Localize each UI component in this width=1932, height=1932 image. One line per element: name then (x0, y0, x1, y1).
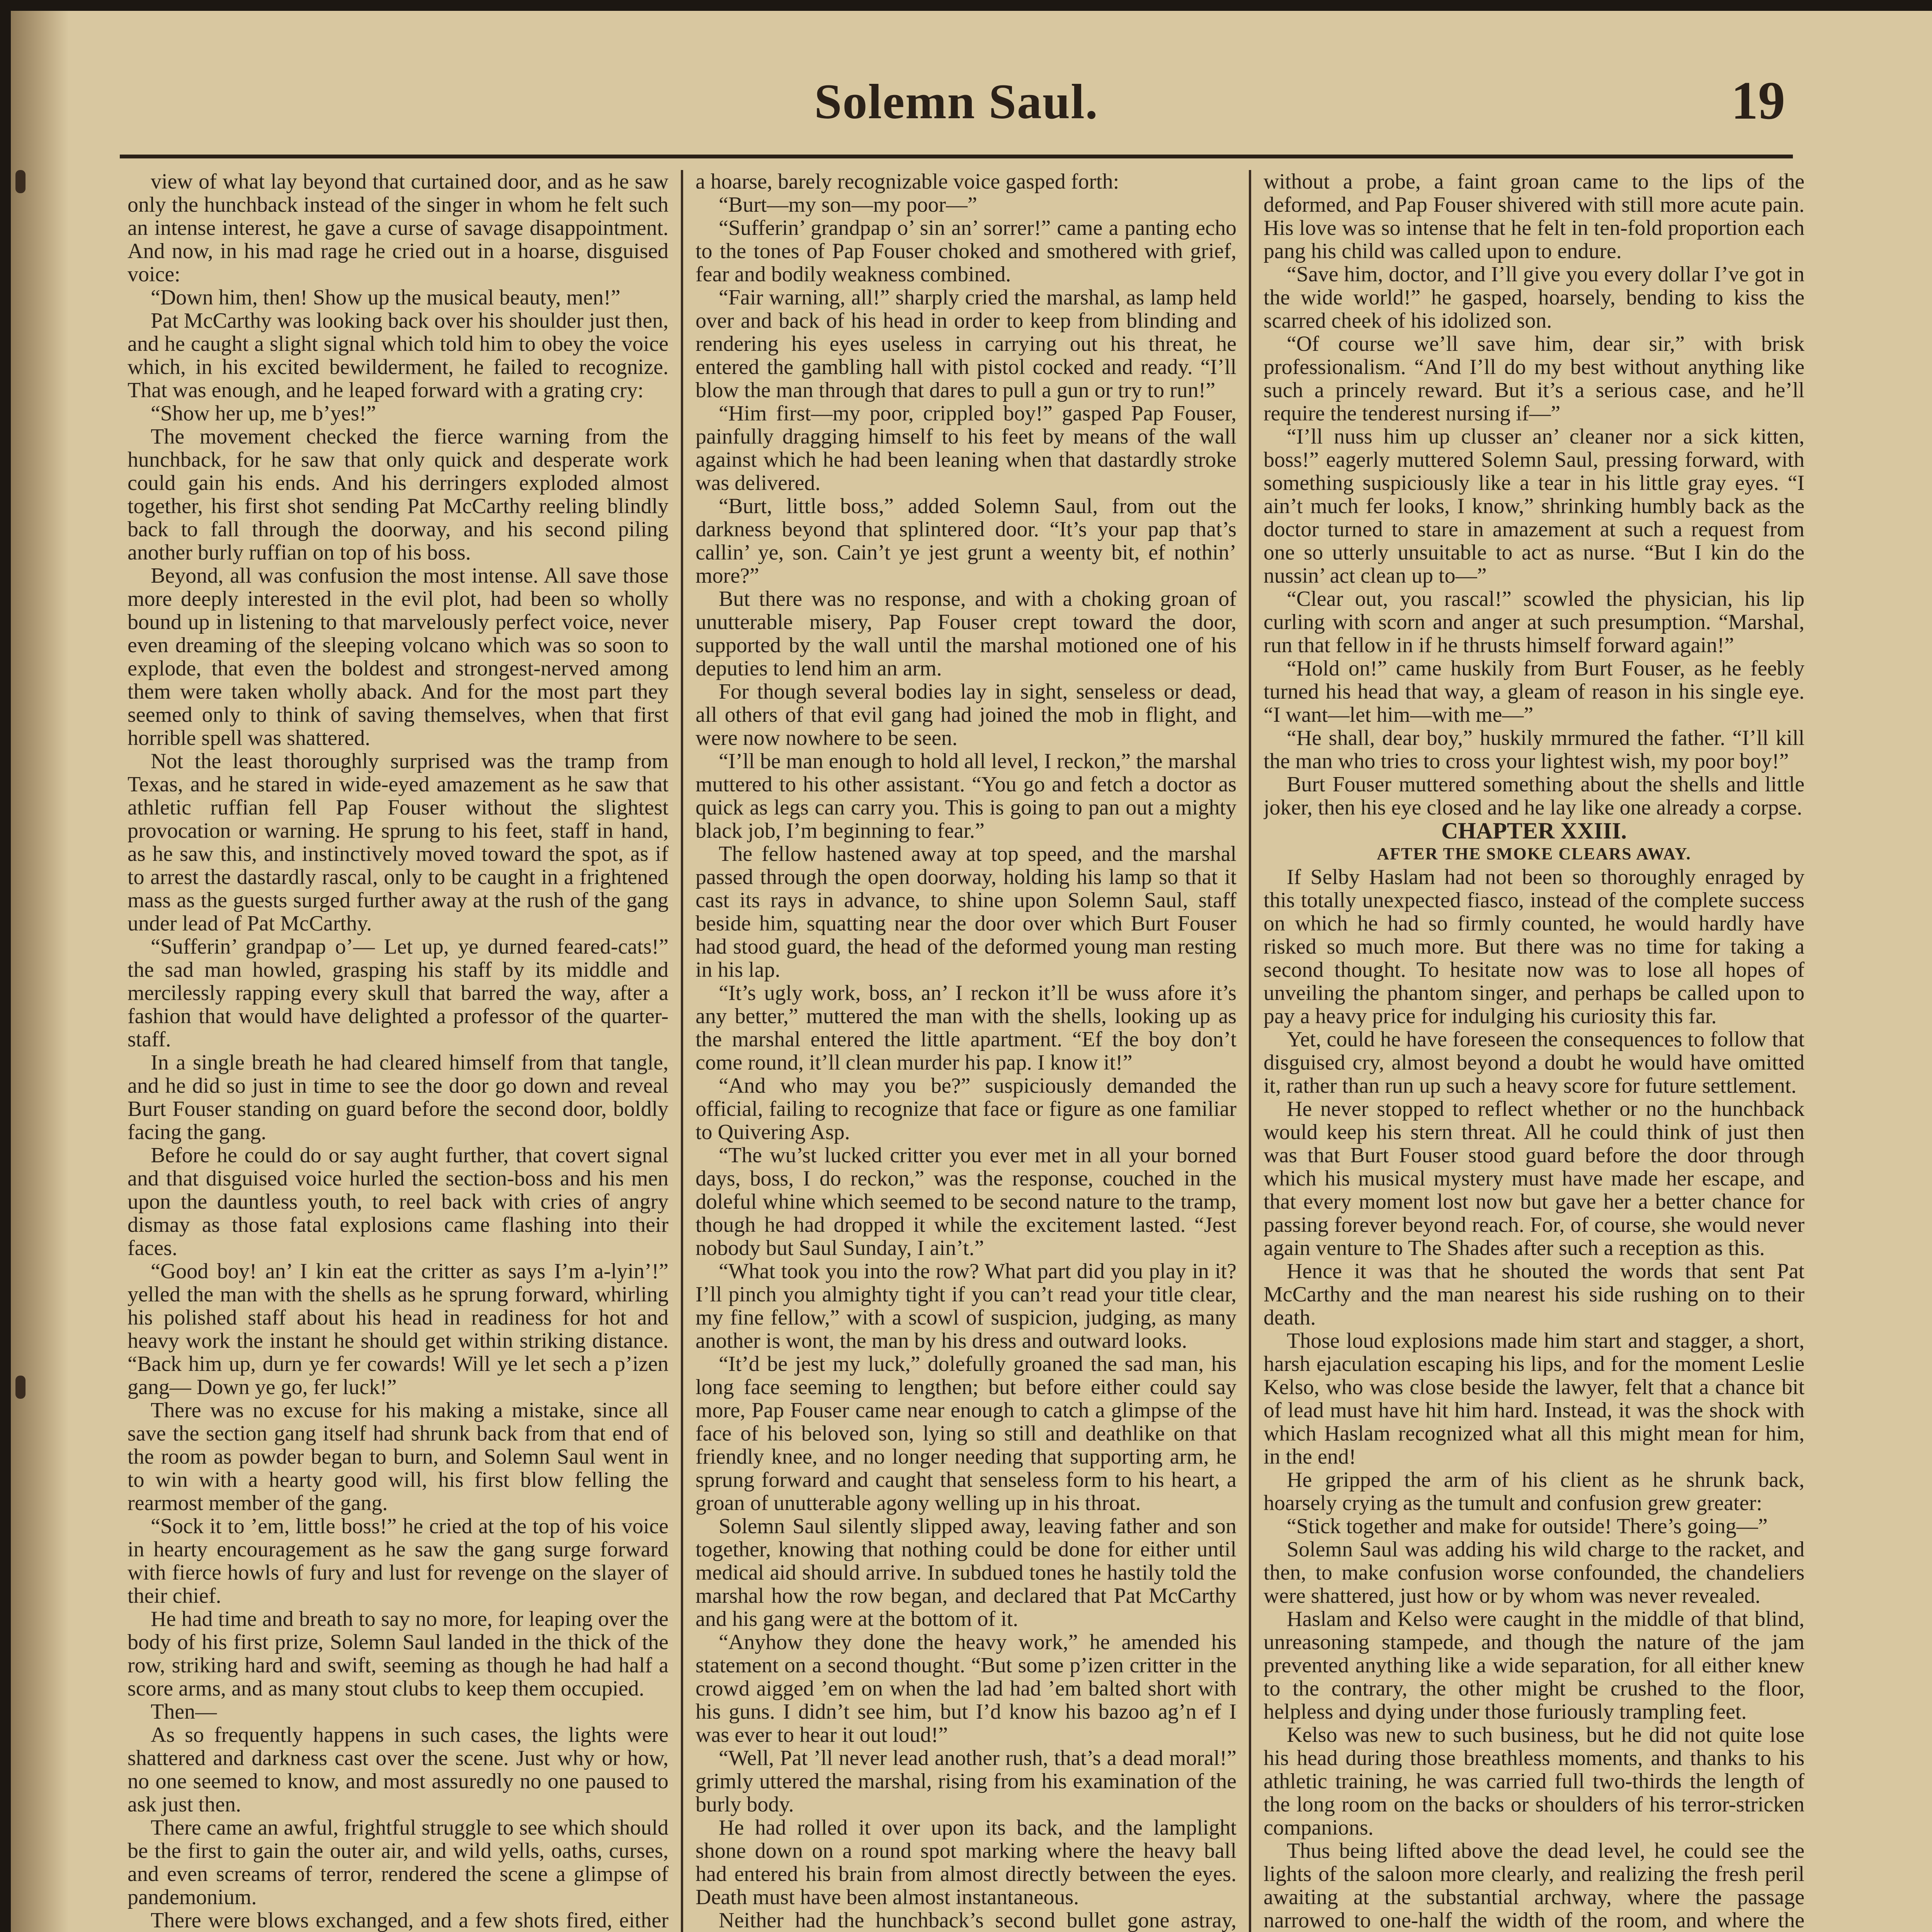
chapter-heading: CHAPTER XXIII. (1441, 818, 1627, 844)
paragraph: He had time and breath to say no more, for leaping over the body of his first prize, Solemn Saul landed in the thick of the row, striking hard and swift, seeming as though he had half a score arms, and as many stout clubs to keep them occupied. (128, 1607, 668, 1701)
header-rule (120, 155, 1793, 158)
page-header (135, 58, 1785, 147)
text-column-1 (128, 170, 668, 1932)
paragraph: “What took you into the row? What part did you play in it? I’ll pinch you almighty tight if you can’t read your title clear, my fine fellow,” with a scowl of suspicion, judging, as many another is wont, the man by his dress and outward looks. (696, 1259, 1236, 1353)
paragraph: “Sufferin’ grandpap o’ sin an’ sorrer!” came a panting echo to the tones of Pap Fouser choked and smothered with grief, fear and bodily weakness combined. (696, 216, 1236, 286)
paragraph: Neither had the hunchback’s second bullet gone astray, (719, 1908, 1236, 1932)
binding-hole (15, 170, 26, 193)
column-rule (681, 170, 683, 1932)
paragraph: “Burt—my son—my poor—” (719, 193, 977, 217)
column-rule (1249, 170, 1251, 1932)
paragraph: “Hold on!” came huskily from Burt Fouser, as he feebly turned his head that way, a gleam of reason in his single eye. “I want—let him—with me—” (1264, 656, 1804, 727)
paragraph: Haslam and Kelso were caught in the middle of that blind, unreasoning stampede, and though the nature of the jam prevented anything like a wide separation, for all either knew to the contrary, the other might be crushed to the floor, helpless and dying under those furiously trampling feet. (1264, 1607, 1804, 1724)
paragraph: “Fair warning, all!” sharply cried the marshal, as lamp held over and back of his head in order to keep from blinding and rendering his eyes useless in carrying out his threat, he entered the gambling hall with pistol cocked and ready. “I’ll blow the man through that dares to pull a gun or try to run!” (696, 286, 1236, 402)
paragraph: “I’ll be man enough to hold all level, I reckon,” the marshal muttered to his other assistant. “You go and fetch a doctor as quick as legs can carry you. This is going to pan out a mighty black job, I’m beginning to fear.” (696, 749, 1236, 843)
paragraph: “The wu’st lucked critter you ever met in all your borned days, boss, I do reckon,” was the response, couched in the doleful whine which seemed to be second nature to the tramp, though he had dropped it while the excitement lasted. “Jest nobody but Saul Sunday, I ain’t.” (696, 1143, 1236, 1260)
paragraph: Yet, could he have foreseen the consequences to follow that disguised cry, almost beyond a doubt he would have omitted it, rather than run up such a heavy score for future settlement. (1264, 1027, 1804, 1098)
paragraph: “It’d be jest my luck,” dolefully groaned the sad man, his long face seeming to lengthen; but before either could say more, Pap Fouser came near enough to catch a glimpse of the face of his beloved son, lying so still and deathlike on that friendly knee, and no longer needing that supporting arm, he sprung forward and caught that senseless form to his heart, a groan of unutterable agony welling up in his throat. (696, 1352, 1236, 1515)
running-title: Solemn Saul. (814, 74, 1099, 129)
paragraph: He never stopped to reflect whether or no the hunchback would keep his stern threat. All he could think of just then was that Burt Fouser stood guard before the door through which his musical mystery must have made her escape, and that every moment lost now but gave her a better chance for passing forever beyond reach. For, of course, she would never again venture to The Shades after such a reception as this. (1264, 1097, 1804, 1260)
paragraph: Before he could do or say aught further, that covert signal and that disguised voice hurled the section-boss and his men upon the dauntless youth, to reel back with cries of angry dismay as those fatal explosions came flashing into their faces. (128, 1143, 668, 1260)
paragraph: Beyond, all was confusion the most intense. All save those more deeply interested in the evil plot, had been so wholly bound up in listening to that marvelously perfect voice, never even dreaming of the sleeping volcano which was so soon to explode, that even the boldest and strongest-nerved among them were taken wholly aback. And for the most part they seemed only to think of saving themselves, when that first horrible spell was shattered. (128, 564, 668, 750)
paragraph: There was no excuse for his making a mistake, since all save the section gang itself had shrunk back from that end of the room as powder began to burn, and Solemn Saul went in to win with a hearty good will, his first blow felling the rearmost member of the gang. (128, 1398, 668, 1515)
paragraph: “He shall, dear boy,” huskily mrmured the father. “I’ll kill the man who tries to cross your lightest wish, my poor boy!” (1264, 726, 1804, 773)
paragraph: “Him first—my poor, crippled boy!” gasped Pap Fouser, painfully dragging himself to his feet by means of the wall against which he had been leaning when that dastardly stroke was delivered. (696, 401, 1236, 495)
paragraph: Those loud explosions made him start and stagger, a short, harsh ejaculation escaping his lips, and for the moment Leslie Kelso, who was close beside the lawyer, felt that a chance bit of lead must have hit him hard. Instead, it was the shock with which Haslam recognized what all this might mean for him, in the end! (1264, 1329, 1804, 1469)
binding-hole (15, 1376, 26, 1399)
paragraph: In a single breath he had cleared himself from that tangle, and he did so just in time to see the door go down and reveal Burt Fouser standing on guard before the second door, boldly facing the gang. (128, 1051, 668, 1144)
paragraph: If Selby Haslam had not been so thoroughly enraged by this totally unexpected fiasco, instead of the complete success on which he had so firmly counted, he would hardly have risked so much more. But there was no time for taking a second thought. To hesitate now was to lose all hopes of unveiling the phantom singer, and perhaps be called upon to pay a heavy price for indulging his curiosity this far. (1264, 865, 1804, 1028)
paragraph: The fellow hastened away at top speed, and the marshal passed through the open doorway, holding his lamp so that it cast its rays in advance, to shine upon Solemn Saul, staff beside him, squatting near the door over which Burt Fouser had stood guard, the head of the deformed young man resting in his lap. (696, 842, 1236, 982)
page-number: 19 (1731, 71, 1785, 131)
paragraph: “Anyhow they done the heavy work,” he amended his statement on a second thought. “But some p’izen critter in the crowd aigged ’em on when the lad had ’em balted short with his guns. I didn’t see him, but I’d know his bazoo ag’n ef I was ever to hear it out loud!” (696, 1630, 1236, 1747)
text-column-2 (696, 170, 1236, 1932)
paragraph: He had rolled it over upon its back, and the lamplight shone down on a round spot marking where the heavy ball had entered his brain from almost directly between the eyes. Death must have been almost instantaneous. (696, 1816, 1236, 1909)
paragraph: As so frequently happens in such cases, the lights were shattered and darkness cast over the scene. Just why or how, no one seemed to know, and most assuredly no one paused to ask just then. (128, 1723, 668, 1816)
paragraph: “Sufferin’ grandpap o’— Let up, ye durned feared-cats!” the sad man howled, grasping his staff by its middle and mercilessly rapping every skull that barred the way, after a fashion that would have delighted a professor of the quarter-staff. (128, 935, 668, 1051)
paragraph: Burt Fouser muttered something about the shells and little joker, then his eye closed and he lay like one already a corpse. (1264, 772, 1804, 820)
paragraph: “Sock it to ’em, little boss!” he cried at the top of his voice in hearty encouragement as he saw the gang surge forward with fierce howls of fury and lust for revenge on the slayer of their chief. (128, 1514, 668, 1608)
paragraph: But there was no response, and with a choking groan of unutterable misery, Pap Fouser crept toward the door, supported by the wall until the marshal motioned one of his deputies to lend him an arm. (696, 587, 1236, 680)
paragraph: a hoarse, barely recognizable voice gasped forth: (696, 170, 1119, 194)
paragraph: There were blows exchanged, and a few shots fired, either (151, 1908, 668, 1932)
paragraph: Solemn Saul silently slipped away, leaving father and son together, knowing that nothing could be done for either until medical aid should arrive. In subdued tones he hastily told the marshal how the row began, and declared that Pat McCarthy and his gang were at the bottom of it. (696, 1514, 1236, 1631)
paragraph: “Show her up, me b’yes!” (151, 401, 376, 425)
paragraph: “Down him, then! Show up the musical beauty, men!” (151, 286, 621, 310)
paragraph: For though several bodies lay in sight, senseless or dead, all others of that evil gang had joined the mob in flight, and were now nowhere to be seen. (696, 680, 1236, 750)
paragraph: Pat McCarthy was looking back over his shoulder just then, and he caught a slight signal which told him to obey the voice which, in his excited bewilderment, he failed to recognize. That was enough, and he leaped forward with a grating cry: (128, 309, 668, 402)
paragraph: He gripped the arm of his client as he shrunk back, hoarsely crying as the tumult and confusion grew greater: (1264, 1468, 1804, 1515)
paragraph: There came an awful, frightful struggle to see which should be the first to gain the outer air, and wild yells, oaths, curses, and even screams of terror, rendered the scene a glimpse of pandemonium. (128, 1816, 668, 1909)
paragraph: “Clear out, you rascal!” scowled the physician, his lip curling with scorn and anger at such presumption. “Marshal, run that fellow in if he thrusts himself forward again!” (1264, 587, 1804, 657)
page-binding-edge (11, 11, 69, 1932)
paragraph: “And who may you be?” suspiciously demanded the official, failing to recognize that face or figure as one familiar to Quivering Asp. (696, 1074, 1236, 1144)
paragraph: without a probe, a faint groan came to the lips of the deformed, and Pap Fouser shivered with still more acute pain. His love was so intense that he felt in ten-fold proportion each pang his child was called upon to endure. (1264, 170, 1804, 263)
paragraph: The movement checked the fierce warning from the hunchback, for he saw that only quick and desperate work could gain his ends. And his derringers exploded almost together, his first shot sending Pat McCarthy reeling blindly back to fall through the doorway, and his second piling another burly ruffian on top of his boss. (128, 425, 668, 565)
text-column-3 (1264, 170, 1804, 1932)
paragraph: “Stick together and make for outside! There’s going—” (1287, 1514, 1768, 1538)
paragraph: Not the least thoroughly surprised was the tramp from Texas, and he stared in wide-eyed amazement as he saw that athletic ruffian fell Pap Fouser without the slightest provocation or warning. He sprung to his feet, staff in hand, as he saw this, and instinctively moved toward the spot, as if to arrest the dastardly rascal, only to be caught in a frightened mass as the guests surged further away at the rush of the gang under lead of Pat McCarthy. (128, 749, 668, 935)
paragraph: “It’s ugly work, boss, an’ I reckon it’ll be wuss afore it’s any better,” muttered the man with the shells, looking up as the marshal entered the little apartment. “Ef the boy don’t come round, it’ll clean murder his pap. I know it!” (696, 981, 1236, 1075)
paragraph: Kelso was new to such business, but he did not quite lose his head during those breathless moments, and thanks to his athletic training, he was carried full two-thirds the length of the long room on the backs or shoulders of his terror-stricken companions. (1264, 1723, 1804, 1840)
paragraph: “Well, Pat ’ll never lead another rush, that’s a dead moral!” grimly uttered the marshal, rising from his examination of the burly body. (696, 1746, 1236, 1816)
chapter-subheading: AFTER THE SMOKE CLEARS AWAY. (1377, 844, 1691, 863)
paragraph: Hence it was that he shouted the words that sent Pat McCarthy and the man nearest his side rushing on to their death. (1264, 1259, 1804, 1330)
paragraph: Thus being lifted above the dead level, he could see the lights of the saloon more clearly, and realizing the fresh peril awaiting at the substantial archway, where the passage narrowed to one-half the width of the room, and where the (1264, 1839, 1804, 1932)
paragraph: view of what lay beyond that curtained door, and as he saw only the hunchback instead of the singer in whom he felt such an intense interest, he gave a curse of savage disappointment. And now, in his mad rage he cried out in a hoarse, disguised voice: (128, 170, 668, 286)
paragraph: “Burt, little boss,” added Solemn Saul, from out the darkness beyond that splintered door. “It’s your pap that’s callin’ ye, son. Cain’t ye jest grunt a weenty bit, ef nothin’ more?” (696, 494, 1236, 588)
paragraph: Then— (151, 1700, 217, 1724)
paragraph: “I’ll nuss him up clusser an’ cleaner nor a sick kitten, boss!” eagerly muttered Solemn Saul, pressing forward, with something suspiciously like a tear in his little gray eyes. “I ain’t much fer looks, I know,” shrinking humbly back as the doctor turned to stare in amazement at such a request from one so utterly unsuitable to act as nurse. “But I kin do the nussin’ act clean up to—” (1264, 425, 1804, 588)
paragraph: “Save him, doctor, and I’ll give you every dollar I’ve got in the wide world!” he gasped, hoarsely, bending to kiss the scarred cheek of his idolized son. (1264, 262, 1804, 333)
paragraph: Solemn Saul was adding his wild charge to the racket, and then, to make confusion worse confounded, the chandeliers were shattered, just how or by whom was never revealed. (1264, 1537, 1804, 1608)
paragraph: “Good boy! an’ I kin eat the critter as says I’m a-lyin’!” yelled the man with the shells as he sprung forward, whirling his polished staff about his head in readiness for hot and heavy work the instant he should get within striking distance. “Back him up, durn ye fer cowards! Will ye let sech a p’izen gang— Down ye go, fer luck!” (128, 1259, 668, 1399)
paragraph: “Of course we’ll save him, dear sir,” with brisk professionalism. “And I’ll do my best without anything like such a princely reward. But it’s a serious case, and he’ll require the tenderest nursing if—” (1264, 332, 1804, 425)
